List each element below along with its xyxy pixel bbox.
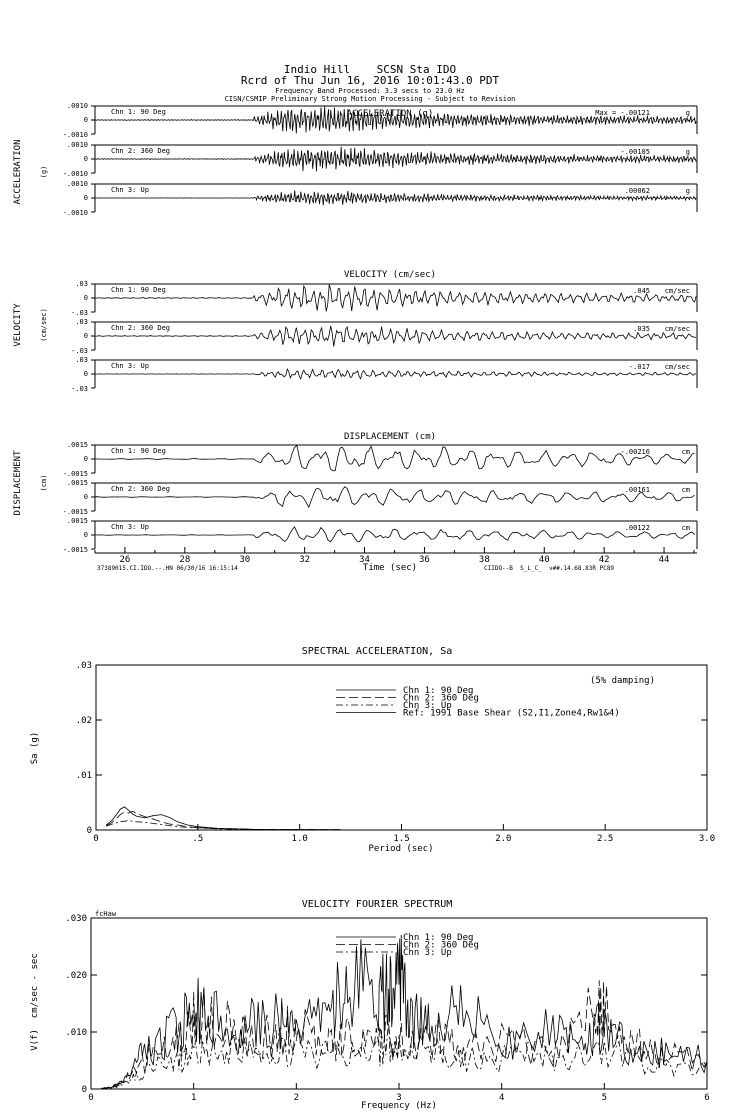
- channel-peak-unit: cm: [681, 448, 690, 456]
- y-tick-label: .0010: [66, 180, 88, 188]
- y-tick-label: 0: [86, 826, 92, 836]
- time-series-panels: [13, 102, 697, 554]
- y-tick-label: 0: [83, 155, 88, 163]
- channel-peak-value: .00161: [624, 486, 650, 494]
- y-tick-label: .030: [65, 914, 87, 924]
- y-tick-label: .0015: [66, 441, 88, 449]
- y-tick-label: -.0010: [62, 170, 88, 178]
- y-tick-label: .0010: [66, 102, 88, 110]
- record-time: Rcrd of Thu Jun 16, 2016 10:01:43.0 PDT: [240, 74, 500, 87]
- channel-peak-value: -.017: [628, 363, 650, 371]
- panel-ylabel: DISPLACEMENT: [13, 450, 23, 516]
- panel-unit: (g): [40, 165, 48, 179]
- series-line: [101, 980, 707, 1088]
- channel-peak-value: .00062: [624, 187, 650, 195]
- channel-name: Chn 1: 90 Deg: [111, 108, 166, 116]
- y-tick-label: 0: [83, 531, 88, 539]
- channel-name: Chn 3: Up: [111, 186, 149, 194]
- channel-trace-group: [71, 280, 697, 317]
- channel-peak-value: Max = -.00121: [595, 109, 650, 117]
- y-tick-label: 0: [81, 1085, 87, 1095]
- y-tick-label: -.03: [71, 347, 88, 355]
- legend-label: Chn 3: Up: [403, 948, 452, 958]
- spectral-acceleration-chart: [30, 646, 715, 854]
- y-tick-label: .0015: [66, 479, 88, 487]
- y-tick-label: -.03: [71, 309, 88, 317]
- channel-peak-unit: g: [685, 148, 690, 156]
- sa-legend: [336, 686, 620, 719]
- y-tick-label: -.0010: [62, 131, 88, 139]
- sa-y-axis-label: Sa (g): [30, 731, 40, 765]
- fs-y-axis-label: V(f) cm/sec - sec: [30, 953, 40, 1051]
- series-line: [101, 935, 707, 1089]
- legend-label: Chn 2: 360 Deg: [403, 693, 479, 704]
- fs-x-axis-label: Frequency (Hz): [361, 1101, 437, 1111]
- x-tick-label: 2: [293, 1093, 300, 1103]
- channel-name: Chn 2: 360 Deg: [111, 324, 171, 332]
- panel-unit: (cm): [40, 474, 48, 492]
- channel-trace-group: [63, 517, 697, 554]
- y-tick-label: .0010: [66, 141, 88, 149]
- channel-trace-group: [63, 441, 697, 478]
- y-tick-label: .01: [75, 771, 92, 781]
- x-tick-label: 3: [396, 1093, 402, 1103]
- y-tick-label: .03: [75, 280, 88, 288]
- x-tick-label: 2.0: [495, 834, 512, 844]
- sa-chart-title: SPECTRAL ACCELERATION, Sa: [301, 646, 453, 657]
- channel-peak-value: .045: [633, 287, 650, 295]
- frequency-band: Frequency Band Processed: 3.3 secs to 23.0 Hz: [275, 87, 465, 95]
- time-tick-label: 32: [299, 555, 311, 565]
- time-tick-label: 38: [478, 555, 490, 565]
- legend-label: Chn 3: Up: [403, 701, 452, 711]
- time-tick-label: 36: [419, 555, 430, 565]
- channel-name: Chn 2: 360 Deg: [111, 147, 171, 155]
- legend-label: Chn 1: 90 Deg: [403, 933, 474, 943]
- y-tick-label: 0: [83, 294, 88, 302]
- channel-trace-group: [63, 102, 697, 139]
- series-line: [106, 811, 340, 829]
- channel-trace-group: [71, 356, 697, 393]
- fs-plot-frame: [91, 918, 707, 1089]
- channel-peak-value: -.00216: [620, 448, 650, 456]
- series-line: [106, 807, 340, 830]
- y-tick-label: 0: [83, 455, 88, 463]
- time-tick-label: 30: [239, 555, 251, 565]
- channel-trace-group: [63, 479, 697, 516]
- y-tick-label: -.0015: [62, 470, 88, 478]
- x-tick-label: 0: [88, 1093, 94, 1103]
- panel-ylabel: VELOCITY: [13, 303, 23, 347]
- damping-note: (5% damping): [589, 676, 655, 686]
- y-tick-label: .03: [75, 661, 92, 671]
- time-tick-label: 26: [119, 555, 131, 565]
- channel-trace-group: [71, 318, 697, 355]
- record-id-footer: 37389015.CI.IDO.--.HN 06/30/16 16:15:14: [97, 565, 238, 572]
- legend-label: Ref: 1991 Base Shear (S2,I1,Zone4,Rw1&4): [403, 708, 620, 719]
- panel-title: ACCELERATION (g): [346, 109, 434, 119]
- channel-waveform: [96, 285, 697, 312]
- y-tick-label: -.03: [71, 385, 88, 393]
- panel-0: [13, 102, 697, 217]
- x-tick-label: 1.0: [291, 834, 308, 844]
- y-tick-label: 0: [83, 116, 88, 124]
- channel-name: Chn 1: 90 Deg: [111, 286, 166, 294]
- y-tick-label: 0: [83, 332, 88, 340]
- time-tick-label: 28: [179, 555, 191, 565]
- y-tick-label: .02: [75, 716, 92, 726]
- fs-corner-label: fcHaw: [95, 910, 117, 918]
- panel-1: [13, 270, 697, 393]
- sa-series: [106, 807, 340, 830]
- channel-peak-unit: cm: [681, 524, 690, 532]
- y-tick-label: 0: [83, 194, 88, 202]
- channel-peak-unit: cm: [681, 486, 690, 494]
- panel-ylabel: ACCELERATION: [13, 139, 23, 205]
- x-tick-label: 4: [498, 1093, 505, 1103]
- channel-name: Chn 3: Up: [111, 523, 149, 531]
- sa-x-axis-label: Period (sec): [368, 844, 434, 854]
- sa-plot-frame: [96, 665, 707, 830]
- channel-trace-group: [63, 141, 697, 178]
- channel-waveform: [96, 446, 695, 471]
- x-tick-label: 2.5: [597, 834, 614, 844]
- channel-waveform: [96, 147, 697, 172]
- time-tick-label: 42: [598, 555, 610, 565]
- panel-title: DISPLACEMENT (cm): [343, 432, 437, 442]
- fourier-spectrum-chart: [30, 899, 710, 1111]
- y-tick-label: -.0015: [62, 546, 88, 554]
- y-tick-label: 0: [83, 493, 88, 501]
- time-tick-label: 44: [658, 555, 670, 565]
- y-tick-label: .03: [75, 356, 88, 364]
- panel-title: VELOCITY (cm/sec): [343, 270, 437, 280]
- x-tick-label: 6: [704, 1093, 710, 1103]
- x-tick-label: .5: [192, 834, 204, 844]
- y-tick-label: .0015: [66, 517, 88, 525]
- fs-series: [101, 935, 707, 1089]
- time-tick-label: 40: [538, 555, 550, 565]
- channel-peak-unit: g: [685, 187, 690, 195]
- fs-legend: [336, 933, 479, 958]
- legend-label: Chn 1: 90 Deg: [403, 686, 474, 696]
- fs-x-ticks: [88, 1083, 709, 1103]
- y-tick-label: .010: [65, 1028, 87, 1038]
- processing-note: CISN/CSMIP Preliminary Strong Motion Processing - Subject to Revision: [224, 95, 516, 103]
- channel-name: Chn 1: 90 Deg: [111, 447, 166, 455]
- y-tick-label: .03: [75, 318, 88, 326]
- channel-peak-unit: cm/sec: [664, 325, 690, 333]
- y-tick-label: 0: [83, 370, 88, 378]
- station-title: Indio Hill SCSN Sta IDO: [283, 63, 457, 76]
- x-tick-label: 0: [93, 834, 99, 844]
- channel-waveform: [96, 527, 695, 542]
- channel-peak-value: .035: [633, 325, 650, 333]
- sa-y-ticks: [76, 661, 707, 836]
- time-axis-label: Time (sec): [362, 563, 418, 573]
- channel-name: Chn 3: Up: [111, 362, 149, 370]
- channel-peak-value: -.00105: [620, 148, 650, 156]
- channel-waveform: [96, 369, 697, 379]
- channel-peak-unit: cm/sec: [664, 363, 690, 371]
- y-tick-label: -.0010: [62, 209, 88, 217]
- x-tick-label: 1.5: [393, 834, 410, 844]
- channel-peak-unit: g: [685, 109, 690, 117]
- channel-waveform: [96, 487, 695, 508]
- channel-peak-value: .00122: [624, 524, 650, 532]
- series-line: [101, 1024, 707, 1089]
- y-tick-label: .020: [65, 971, 87, 981]
- time-tick-label: 34: [359, 555, 370, 565]
- panel-unit: (cm/sec): [40, 308, 48, 342]
- x-tick-label: 3.0: [698, 834, 716, 844]
- processing-id-footer: CIIDO--B S_L_C_ v##.14.68.83R PC89: [484, 565, 615, 572]
- fs-y-ticks: [65, 914, 707, 1095]
- panel-2: [13, 432, 697, 554]
- channel-name: Chn 2: 360 Deg: [111, 485, 171, 493]
- x-tick-label: 5: [601, 1093, 608, 1103]
- legend-label: Chn 2: 360 Deg: [403, 940, 479, 951]
- channel-trace-group: [63, 180, 697, 217]
- time-axis: [95, 547, 697, 573]
- channel-waveform: [96, 326, 697, 347]
- y-tick-label: -.0015: [62, 508, 88, 516]
- x-tick-label: 1: [190, 1093, 197, 1103]
- record-header: [225, 63, 516, 103]
- fs-chart-title: VELOCITY FOURIER SPECTRUM: [301, 899, 453, 910]
- channel-waveform: [96, 190, 697, 205]
- channel-peak-unit: cm/sec: [664, 287, 690, 295]
